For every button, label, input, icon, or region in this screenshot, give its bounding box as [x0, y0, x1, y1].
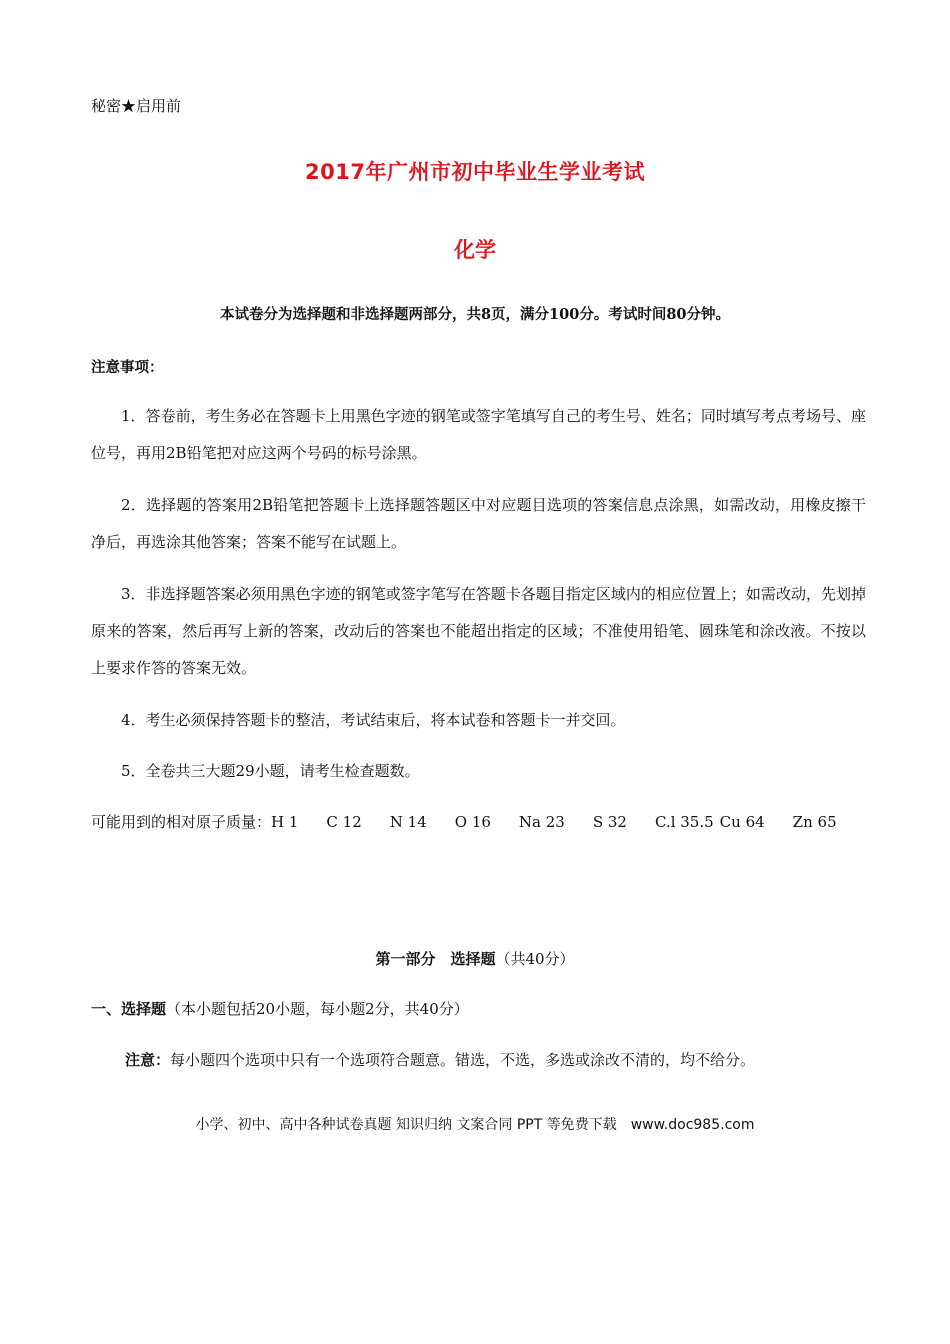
atomic-mass-entry: C 12	[326, 813, 362, 831]
atomic-mass-entry: N 14	[389, 813, 427, 831]
choice-note	[125, 1049, 755, 1070]
atomic-mass-entry: Na 23	[518, 813, 565, 831]
choice-note-label: 注意：	[125, 1051, 171, 1069]
section-one-desc: （本小题包括20小题，每小题2分，共40分）	[166, 1000, 469, 1018]
section-one-label: 一、选择题	[91, 1000, 167, 1018]
notice-item-1: 1．答卷前，考生务必在答题卡上用黑色字迹的钢笔或签字笔填写自己的考生号、姓名；同时填写考点考场号、座位号，再用2B铅笔把对应这两个号码的标号涂黑。	[91, 407, 866, 462]
atomic-mass-entry: Zn 65	[792, 813, 837, 831]
secret-label: 秘密★启用前	[91, 97, 182, 115]
choice-note-text: 每小题四个选项中只有一个选项符合题意。错选，不选，多选或涂改不清的，均不给分。	[170, 1051, 756, 1069]
section-one-heading	[91, 998, 469, 1019]
atomic-mass-entry: O 16	[454, 813, 491, 831]
atomic-mass-entry: H 1	[271, 813, 299, 831]
atomic-mass-entry: S 32	[592, 813, 627, 831]
atomic-mass-label: 可能用到的相对原子质量：	[91, 813, 272, 831]
notice-item-5: 5．全卷共三大题29小题，请考生检查题数。	[121, 762, 420, 780]
atomic-mass-entry: C.l 35.5	[654, 813, 714, 831]
notice-heading: 注意事项：	[91, 359, 164, 376]
atomic-mass-entry: Cu 64	[719, 813, 765, 831]
page-footer: 小学、初中、高中各种试卷真题 知识归纳 文案合同 PPT 等免费下载 www.doc985.com	[195, 1117, 755, 1133]
part-one-title	[0, 948, 950, 969]
notice-item-2: 2．选择题的答案用2B铅笔把答题卡上选择题答题区中对应题目选项的答案信息点涂黑，如需改动，用橡皮擦干净后，再选涂其他答案；答案不能写在试题上。	[91, 496, 866, 551]
part-one-title-bold: 第一部分 选择题	[375, 950, 496, 968]
notice-item-3: 3．非选择题答案必须用黑色字迹的钢笔或签字笔写在答题卡各题目指定区域内的相应位置上；如需改动，先划掉原来的答案，然后再写上新的答案，改动后的答案也不能超出指定的区域；不准使用铅笔、圆珠笔和涂改液。不按以上要求作答的答案无效。	[91, 585, 866, 677]
atomic-mass-line	[91, 804, 866, 841]
exam-intro: 本试卷分为选择题和非选择题两部分，共8页，满分100分。考试时间80分钟。	[219, 306, 731, 323]
part-one-title-rest: （共40分）	[495, 950, 575, 968]
subject-title: 化学	[454, 238, 496, 262]
exam-title: 2017年广州市初中毕业生学业考试	[305, 160, 645, 184]
notice-item-4: 4．考生必须保持答题卡的整洁，考试结束后，将本试卷和答题卡一并交回。	[121, 711, 626, 729]
